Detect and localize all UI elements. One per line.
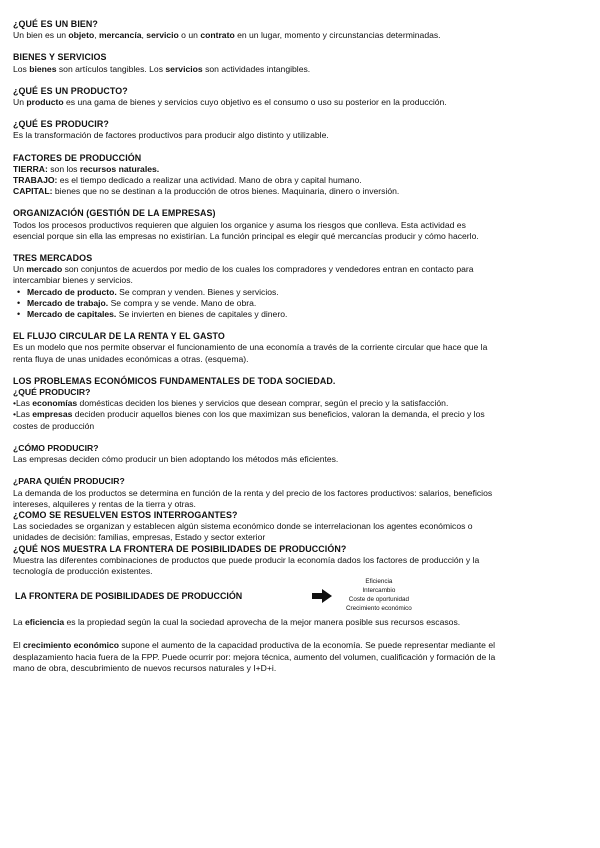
heading-que-es-un-producto: ¿QUÉ ES UN PRODUCTO? <box>13 85 128 96</box>
heading-bienes-y-servicios: BIENES Y SERVICIOS <box>13 52 107 63</box>
subheading-para-quien-producir: ¿PARA QUIÉN PRODUCIR? <box>13 476 125 487</box>
paragraph-crecimiento-line2: desplazamiento hacia fuera de la FPP. Puede ocurrir por: mejora técnica, aumento del volumen, cualificación y formación de la <box>13 651 496 662</box>
heading-organizacion: ORGANIZACIÓN (GESTIÓN DE LA EMPRESAS) <box>13 208 216 219</box>
section-eficiencia <box>13 617 588 628</box>
paragraph-resuelven-line2: unidades de decisión: familias, empresas, Estado y sector exterior <box>13 532 266 543</box>
paragraph-economias: •Las economías domésticas deciden los bienes y servicios que desean comprar, según el precio y la satisfacción. <box>13 398 449 409</box>
paragraph-mercado-line1: Un mercado son conjuntos de acuerdos por medio de los cuales los compradores y vendedores entran en contacto para <box>13 264 474 275</box>
fpp-concepts <box>346 578 412 614</box>
section-flujo-circular <box>13 331 588 365</box>
heading-que-es-un-bien: ¿QUÉ ES UN BIEN? <box>13 19 98 29</box>
paragraph-crecimiento-line1: El crecimiento económico supone el aumento de la capacidad productiva de la economía. Se puede representar mediante el <box>13 640 496 651</box>
subheading-como-producir: ¿CÓMO PRODUCIR? <box>13 442 99 453</box>
paragraph-resuelven-line1: Las sociedades se organizan y establecen algún sistema económico donde se interrelacionan los agentes económicos o <box>13 521 473 532</box>
paragraph-producir: Es la transformación de factores productivos para producir algo distinto y utilizable. <box>13 130 329 141</box>
section-crecimiento <box>13 640 588 674</box>
section-problemas-economicos <box>13 376 588 510</box>
paragraph-muestra-line2: tecnología de producción existentes. <box>13 565 153 576</box>
paragraph-empresas: •Las empresas deciden producir aquellos bienes con los que maximizan sus beneficios, valoran la demanda, el precio y los <box>13 409 485 420</box>
list-item: • Mercado de capitales. Se invierten en bienes de capitales y dinero. <box>27 309 588 320</box>
paragraph-mercado-line2: intercambiar bienes y servicios. <box>13 275 133 286</box>
section-que-muestra-fpp <box>13 544 588 578</box>
fpp-concept-item: Crecimiento económico <box>346 605 412 613</box>
section-bienes-y-servicios <box>13 52 588 74</box>
heading-tres-mercados: TRES MERCADOS <box>13 253 93 264</box>
paragraph-organizacion-line2: esencial porque sin ella las empresas no existirían. La función principal es elegir qué mercancías producir y cómo hacerlo. <box>13 230 479 241</box>
heading-problemas-economicos: LOS PROBLEMAS ECONÓMICOS FUNDAMENTALES DE TODA SOCIEDAD. <box>13 375 336 386</box>
paragraph-bienes-servicios: Los bienes son artículos tangibles. Los servicios son actividades intangibles. <box>13 63 311 74</box>
document-page <box>13 19 588 674</box>
heading-que-muestra-fpp: ¿QUÉ NOS MUESTRA LA FRONTERA DE POSIBILIDADES DE PRODUCCIÓN? <box>13 543 347 554</box>
paragraph-muestra-line1: Muestra las diferentes combinaciones de productos que puede producir la economía dados los factores de producción y la <box>13 554 480 565</box>
paragraph-flujo-line1: Es un modelo que nos permite observar el funcionamiento de una economía a través de la corriente circular que hace que la <box>13 342 488 353</box>
section-factores-produccion <box>13 153 588 198</box>
paragraph-para-quien-line1: La demanda de los productos se determina en función de la renta y del precio de los factores productivos: salarios, beneficios <box>13 487 493 498</box>
section-que-es-producir <box>13 119 588 141</box>
paragraph-como-producir: Las empresas deciden cómo producir un bien adoptando los métodos más eficientes. <box>13 454 339 465</box>
paragraph-empresas-line2: costes de producción <box>13 420 95 431</box>
paragraph-crecimiento-line3: mano de obra, descubrimiento de nuevos recursos naturales y I+D+i. <box>13 662 277 673</box>
fpp-diagram <box>13 575 588 617</box>
fpp-concept-item: Coste de oportunidad <box>348 596 409 604</box>
paragraph-organizacion-line1: Todos los procesos productivos requieren que alguien los organice y asuma los riesgos que conlleva. Esta actividad es <box>13 219 466 230</box>
heading-como-se-resuelven: ¿COMO SE RESUELVEN ESTOS INTERROGANTES? <box>13 509 238 520</box>
paragraph-producto: Un producto es una gama de bienes y servicios cuyo objetivo es el consumo o uso su posterior en la producción. <box>13 97 447 108</box>
section-que-es-un-producto <box>13 86 588 108</box>
section-tres-mercados <box>13 253 588 320</box>
section-que-es-un-bien <box>13 19 588 41</box>
section-como-se-resuelven <box>13 510 588 544</box>
right-arrow-icon <box>312 589 332 603</box>
mercados-list <box>13 287 588 321</box>
paragraph-flujo-line2: renta fluya de unas unidades económicas a otras. (esquema). <box>13 353 249 364</box>
factor-tierra: TIERRA: son los recursos naturales. <box>13 163 160 174</box>
factor-trabajo: TRABAJO: es el tiempo dedicado a realizar una actividad. Mano de obra y capital humano. <box>13 175 362 186</box>
paragraph-bien: Un bien es un objeto, mercancía, servicio o un contrato en un lugar, momento y circunstancias determinadas. <box>13 30 441 41</box>
paragraph-eficiencia: La eficiencia es la propiedad según la cual la sociedad aprovecha de la mejor manera posible sus recursos escasos. <box>13 617 461 628</box>
factor-capital: CAPITAL: bienes que no se destinan a la producción de otros bienes. Maquinaria, dinero o inversión. <box>13 186 400 197</box>
heading-flujo-circular: EL FLUJO CIRCULAR DE LA RENTA Y EL GASTO <box>13 331 225 342</box>
heading-factores-produccion: FACTORES DE PRODUCCIÓN <box>13 152 142 163</box>
fpp-concept-item: Intercambio <box>362 587 396 595</box>
subheading-que-producir: ¿QUÉ PRODUCIR? <box>13 387 91 398</box>
list-item: • Mercado de trabajo. Se compra y se vende. Mano de obra. <box>27 298 588 309</box>
list-item: • Mercado de producto. Se compran y venden. Bienes y servicios. <box>27 287 588 298</box>
fpp-title: LA FRONTERA DE POSIBILIDADES DE PRODUCCIÓN <box>15 590 243 601</box>
heading-que-es-producir: ¿QUÉ ES PRODUCIR? <box>13 119 109 130</box>
section-organizacion <box>13 208 588 242</box>
fpp-concept-item: Eficiencia <box>365 578 393 586</box>
paragraph-para-quien-line2: intereses, alquileres y rentas de la tierra y otras. <box>13 498 196 509</box>
